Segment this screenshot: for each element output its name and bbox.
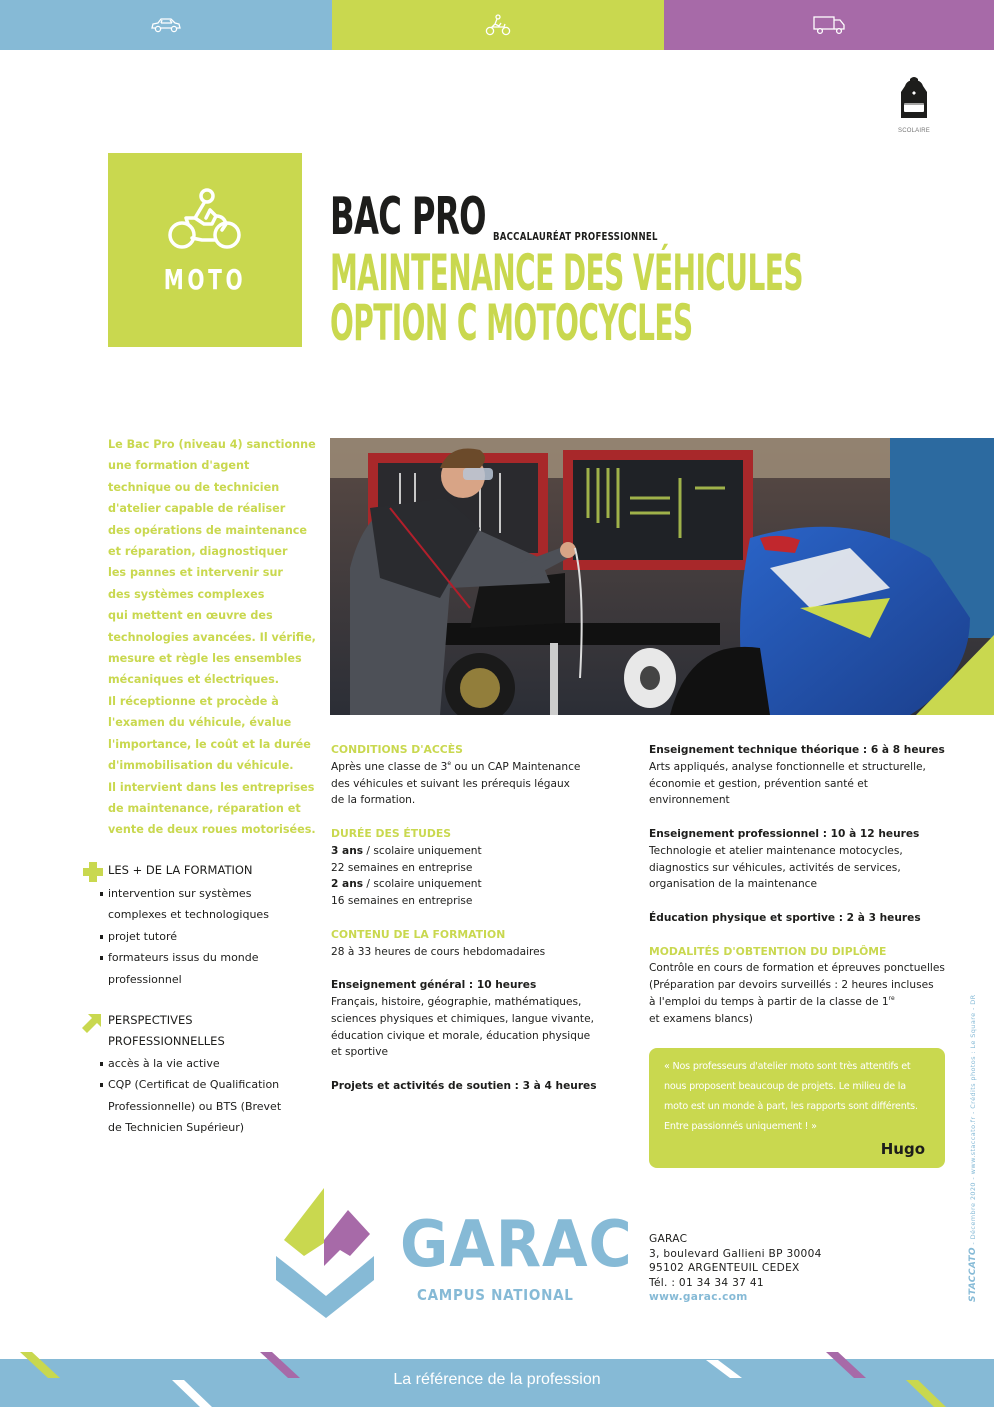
address-street: 3, boulevard Gallieni BP 30004 — [649, 1247, 822, 1260]
technical-teaching-title: Enseignement technique théorique : 6 à 8 heures — [649, 744, 945, 756]
duration-option: 2 ans / scolaire uniquement — [331, 878, 482, 891]
intro-line: des opérations de maintenance — [108, 523, 308, 537]
testimonial-text: « Nos professeurs d'atelier moto sont très attentifs et nous proposent beaucoup de projets. Le milieu de la moto est un monde à part, les rapports sont différents. Entre passionnés uniquement ! » — [664, 1061, 918, 1132]
intro-line: une formation d'agent — [108, 459, 250, 473]
general-teaching-text: et sportive — [331, 1046, 389, 1059]
program-title-line2: OPTION C MOTOCYCLES — [330, 294, 693, 352]
general-teaching-text: Français, histoire, géographie, mathématiques, — [331, 995, 582, 1008]
contact-address — [649, 1232, 822, 1305]
exam-heading: MODALITÉS D'OBTENTION DU DIPLÔME — [649, 944, 887, 958]
info-column-middle — [331, 742, 631, 1095]
list-item: CQP (Certificat de Qualification Professionnelle) ou BTS (Brevet de Technicien Supérieur) — [100, 1074, 312, 1138]
intro-line: les pannes et intervenir sur — [108, 566, 283, 580]
career-perspectives — [82, 1010, 312, 1138]
access-heading: CONDITIONS D'ACCÈS — [331, 743, 463, 756]
motorcycle-icon — [485, 14, 511, 36]
general-teaching-text: éducation civique et morale, éducation physique — [331, 1029, 591, 1042]
scolaire-badge — [893, 76, 935, 134]
access-text: des véhicules et suivant les prérequis légaux — [331, 777, 570, 790]
diploma-name: BAC PRO — [330, 187, 486, 247]
motorcycle-rider-icon — [166, 188, 244, 250]
exam-text: à l'emploi du temps à partir de la classe de 1re — [649, 994, 895, 1008]
formation-highlights — [82, 860, 312, 990]
category-tab-bar — [0, 0, 994, 50]
exam-text: et examens blancs) — [649, 1012, 753, 1025]
testimonial-author: Hugo — [880, 1140, 925, 1158]
garac-logo-subtitle: CAMPUS NATIONAL — [417, 1286, 574, 1304]
content-heading: CONTENU DE LA FORMATION — [331, 927, 506, 941]
technical-teaching-text: économie et gestion, prévention santé et — [649, 777, 868, 790]
general-teaching-text: sciences physiques et chimiques, langue vivante, — [331, 1012, 594, 1025]
intro-line: technologies avancées. Il vérifie, — [108, 630, 316, 644]
access-text: de la formation. — [331, 794, 416, 807]
garac-logo-text: GARAC — [400, 1208, 633, 1282]
backpack-icon — [899, 76, 929, 120]
duration-detail: 16 semaines en entreprise — [331, 895, 473, 908]
perspectives-list — [100, 1053, 312, 1139]
exam-text: (Préparation par devoirs surveillés : 2 heures incluses — [649, 979, 934, 992]
general-teaching-title: Enseignement général : 10 heures — [331, 979, 537, 992]
highlights-list — [100, 883, 312, 990]
footer-band — [0, 1359, 994, 1407]
duration-option: 3 ans / scolaire uniquement — [331, 844, 482, 857]
list-item: accès à la vie active — [100, 1053, 312, 1074]
tab-truck[interactable] — [664, 0, 994, 50]
plus-icon — [82, 861, 104, 883]
list-item: intervention sur systèmes complexes et technologiques — [100, 883, 312, 926]
car-icon — [150, 16, 182, 34]
truck-icon — [812, 15, 846, 35]
tab-moto[interactable] — [332, 0, 664, 50]
duration-detail: 22 semaines en entreprise — [331, 861, 473, 874]
intro-line: Il intervient dans les entreprises — [108, 780, 315, 794]
scolaire-label: SCOLAIRE — [898, 128, 930, 134]
program-title-line1: MAINTENANCE DES VÉHICULES — [330, 244, 803, 302]
intro-line: mesure et règle les ensembles — [108, 652, 302, 666]
intro-line: l'examen du véhicule, évalue — [108, 716, 292, 730]
category-label: MOTO — [163, 263, 247, 296]
intro-paragraph — [108, 434, 316, 841]
exam-text: Contrôle en cours de formation et épreuves ponctuelles — [649, 962, 945, 975]
diploma-full-name: BACCALAURÉAT PROFESSIONNEL — [493, 230, 658, 243]
intro-line: technique ou de technicien — [108, 480, 280, 494]
technical-teaching-text: Arts appliqués, analyse fonctionnelle et structurelle, — [649, 760, 926, 773]
intro-line: des systèmes complexes — [108, 587, 265, 601]
professional-teaching-text: organisation de la maintenance — [649, 878, 818, 891]
address-org: GARAC — [649, 1233, 688, 1245]
access-text: Après une classe de 3e ou un CAP Maintenance — [331, 759, 581, 773]
duration-heading: DURÉE DES ÉTUDES — [331, 826, 452, 840]
intro-line: qui mettent en œuvre des — [108, 609, 273, 623]
support-projects-title: Projets et activités de soutien : 3 à 4 heures — [331, 1079, 597, 1092]
highlights-title: LES + DE LA FORMATION — [108, 863, 253, 877]
footer-tagline: La référence de la profession — [393, 1371, 601, 1388]
garac-logo-mark — [276, 1188, 376, 1318]
print-credits: STACCATO - Décembre 2020 - www.staccato.fr - Crédits photos : Le Square - DR — [968, 994, 978, 1302]
list-item: projet tutoré — [100, 926, 312, 947]
professional-teaching-text: Technologie et atelier maintenance motocycles, — [649, 844, 903, 857]
professional-teaching-title: Enseignement professionnel : 10 à 12 heures — [649, 827, 920, 840]
website-link[interactable]: www.garac.com — [649, 1291, 748, 1303]
intro-line: d'immobilisation du véhicule. — [108, 759, 294, 773]
info-column-right — [649, 742, 949, 1028]
technical-teaching-text: environnement — [649, 794, 730, 807]
professional-teaching-text: diagnostics sur véhicules, activités de services, — [649, 861, 901, 874]
intro-line: et réparation, diagnostiquer — [108, 545, 288, 559]
intro-line: mécaniques et électriques. — [108, 673, 279, 687]
program-title — [330, 244, 994, 352]
diploma-title — [330, 187, 658, 247]
intro-line: d'atelier capable de réaliser — [108, 502, 286, 516]
intro-line: l'importance, le coût et la durée — [108, 737, 311, 751]
intro-line: Le Bac Pro (niveau 4) sanctionne — [108, 438, 316, 451]
workshop-photo — [330, 438, 994, 715]
weekly-hours: 28 à 33 heures de cours hebdomadaires — [331, 945, 546, 958]
intro-line: vente de deux roues motorisées. — [108, 823, 316, 837]
list-item: formateurs issus du monde professionnel — [100, 947, 312, 990]
intro-line: de maintenance, réparation et — [108, 801, 301, 815]
student-testimonial — [649, 1048, 945, 1168]
sport-teaching-title: Éducation physique et sportive : 2 à 3 heures — [649, 911, 921, 924]
intro-line: Il réceptionne et procède à — [108, 694, 279, 708]
arrow-up-right-icon — [82, 1011, 104, 1033]
address-phone: Tél. : 01 34 34 37 41 — [649, 1276, 764, 1289]
perspectives-title: PERSPECTIVES PROFESSIONNELLES — [108, 1013, 225, 1049]
tab-car[interactable] — [0, 0, 332, 50]
category-moto-box — [108, 153, 302, 347]
address-city: 95102 ARGENTEUIL CEDEX — [649, 1262, 800, 1274]
